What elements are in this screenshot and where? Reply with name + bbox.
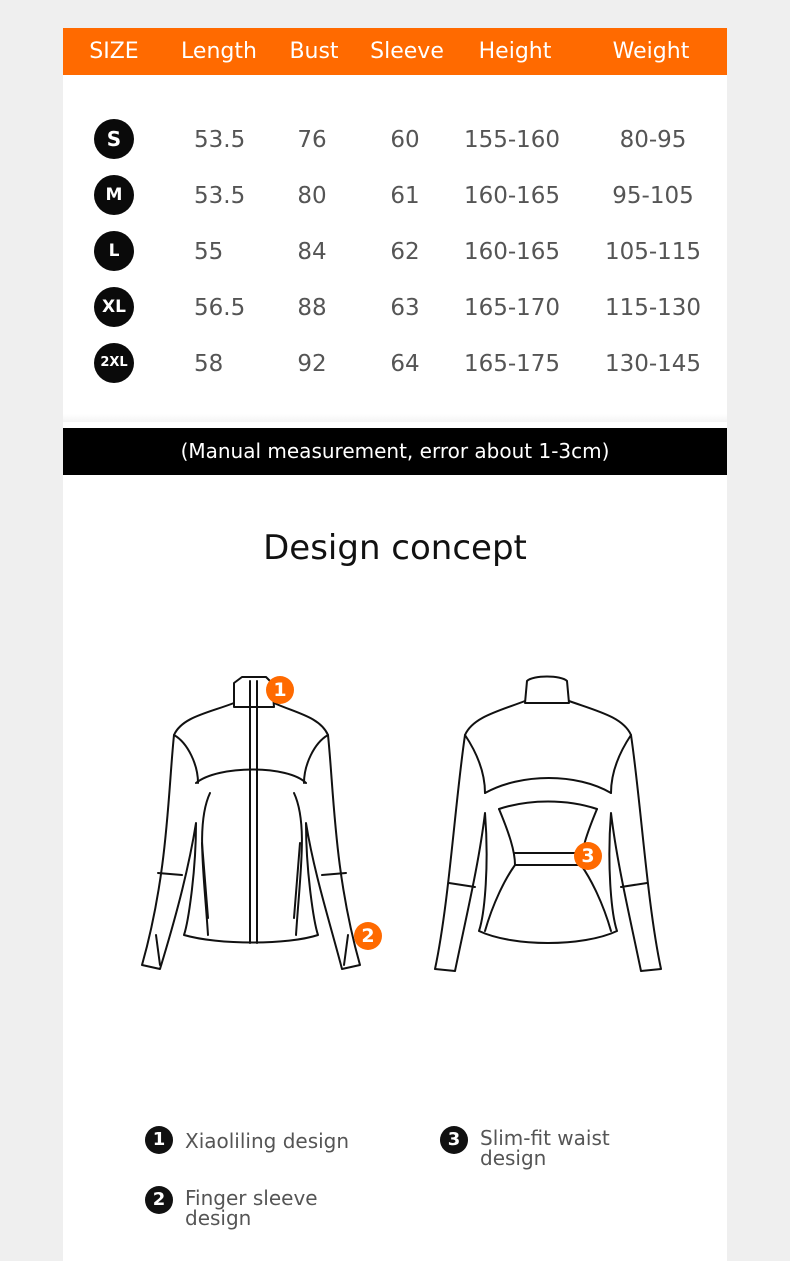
header-length: Length: [181, 39, 257, 64]
height-cell: 165-170: [463, 295, 561, 321]
height-cell: 160-165: [463, 183, 561, 209]
table-row: [63, 112, 727, 168]
legend-item-2: [145, 1186, 425, 1230]
table-divider: [63, 414, 727, 422]
jacket-front-illustration: [138, 673, 378, 973]
callout-3: 3: [574, 842, 602, 870]
header-bust: Bust: [289, 39, 339, 64]
sleeve-cell: 64: [390, 351, 420, 377]
length-cell: 53.5: [194, 127, 246, 153]
design-concept-title: Design concept: [263, 528, 527, 568]
header-sleeve: Sleeve: [370, 39, 444, 64]
bust-cell: 92: [297, 351, 327, 377]
sleeve-cell: 62: [390, 239, 420, 265]
height-cell: 160-165: [463, 239, 561, 265]
bust-cell: 76: [297, 127, 327, 153]
legend-text: Slim-fit waist design: [480, 1126, 610, 1170]
length-cell: 58: [194, 351, 224, 377]
legend-item-3: [440, 1126, 720, 1170]
legend-item-1: [145, 1126, 425, 1156]
table-row: [63, 280, 727, 336]
legend-number: 2: [145, 1186, 173, 1214]
legend-text: Xiaoliling design: [185, 1129, 350, 1153]
callout-2: 2: [354, 922, 382, 950]
size-table-header: [63, 28, 727, 75]
size-badge: M: [94, 175, 134, 215]
legend-number: 3: [440, 1126, 468, 1154]
length-cell: 53.5: [194, 183, 246, 209]
bust-cell: 80: [297, 183, 327, 209]
size-badge: S: [94, 119, 134, 159]
measurement-note: (Manual measurement, error about 1-3cm): [63, 428, 727, 475]
weight-cell: 95-105: [612, 183, 694, 209]
length-cell: 55: [194, 239, 224, 265]
jacket-back-illustration: [433, 673, 665, 975]
weight-cell: 130-145: [604, 351, 702, 377]
weight-cell: 115-130: [604, 295, 702, 321]
table-row: [63, 336, 727, 392]
weight-cell: 105-115: [604, 239, 702, 265]
table-row: [63, 224, 727, 280]
length-cell: 56.5: [194, 295, 246, 321]
size-badge: 2XL: [94, 343, 134, 383]
legend-text: Finger sleeve design: [185, 1186, 318, 1230]
size-badge: L: [94, 231, 134, 271]
header-height: Height: [478, 39, 552, 64]
header-weight: Weight: [612, 39, 690, 64]
size-badge: XL: [94, 287, 134, 327]
weight-cell: 80-95: [619, 127, 687, 153]
height-cell: 165-175: [463, 351, 561, 377]
callout-1: 1: [266, 676, 294, 704]
bust-cell: 88: [297, 295, 327, 321]
sleeve-cell: 63: [390, 295, 420, 321]
header-size: SIZE: [89, 39, 139, 64]
product-size-page: [63, 28, 727, 1261]
bust-cell: 84: [297, 239, 327, 265]
table-row: [63, 168, 727, 224]
height-cell: 155-160: [463, 127, 561, 153]
sleeve-cell: 61: [390, 183, 420, 209]
legend-number: 1: [145, 1126, 173, 1154]
sleeve-cell: 60: [390, 127, 420, 153]
